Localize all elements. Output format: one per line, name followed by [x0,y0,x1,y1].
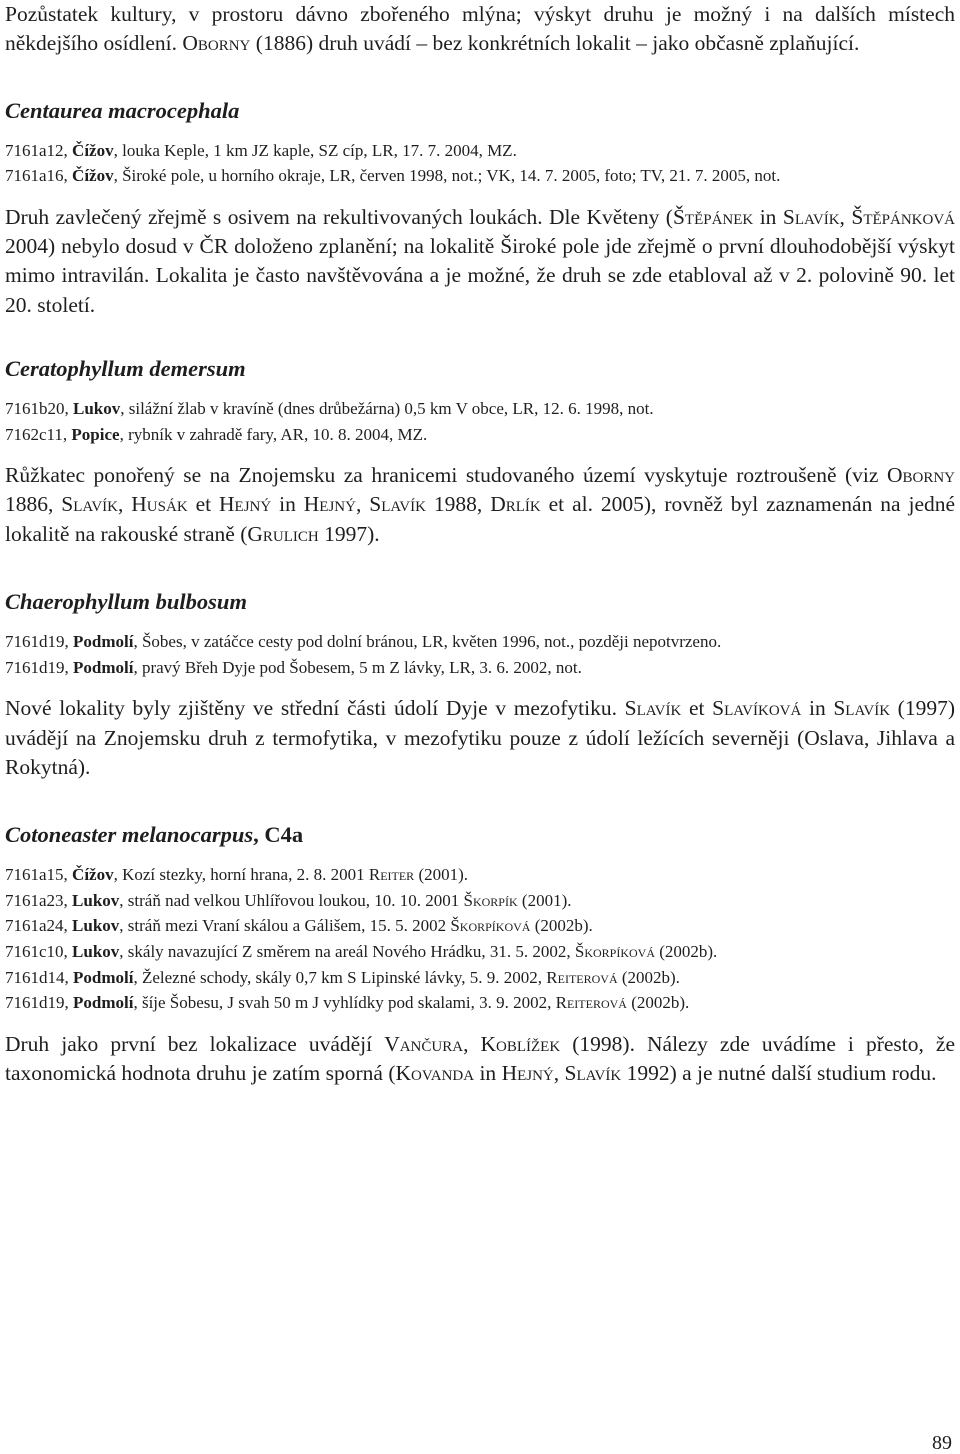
record-list-centaurea [5,138,955,189]
record-item: 7161d19, Podmolí, Šobes, v zatáčce cesty pod dolní bránou, LR, květen 1996, not., později nepotvrzeno. [5,632,722,652]
discussion-paragraph-chaerophyllum: Nové lokality byly zjištěny ve střední části údolí Dyje v mezofytiku. Slavík et Slavíková in Slavík (1997) uvádějí na Znojemsku druh z termofytika, v mezofytiku pouze z údolí ležících severněji (Oslava, Jihlava a Rokytná). [5,696,955,779]
species-heading-centaurea: Centaurea macrocephala [5,97,240,123]
species-heading-cotoneaster: Cotoneaster melanocarpus, C4a [5,822,304,848]
record-item: 7161c10, Lukov, skály navazující Z směrem na areál Nového Hrádku, 31. 5. 2002, Škorpíková (2002b). [5,941,718,961]
record-item: 7161d19, Podmolí, pravý Břeh Dyje pod Šobesem, 5 m Z lávky, LR, 3. 6. 2002, not. [5,657,582,677]
record-item: 7161b20, Lukov, silážní žlab v kravíně (dnes drůbežárna) 0,5 km V obce, LR, 12. 6. 1998, not. [5,398,654,418]
page-number: 89 [932,1432,952,1454]
document-page [5,0,955,1088]
red-list-category: , C4a [253,822,304,848]
discussion-paragraph-centaurea: Druh zavlečený zřejmě s osivem na rekultivovaných loukách. Dle Květeny (Štěpánek in Slavík, Štěpánková 2004) nebylo dosud v ČR doloženo zplanění; na lokalitě Široké pole jde zřejmě o první dlouhodobější výskyt mimo intravilán. Lokalita je často navštěvována a je možné, že druh se zde etabloval až v 2. polovině 90. let 20. století. [5,204,955,317]
record-item: 7162c11, Popice, rybník v zahradě fary, AR, 10. 8. 2004, MZ. [5,424,428,444]
discussion-paragraph-cotoneaster: Druh jako první bez lokalizace uvádějí Vančura, Koblížek (1998). Nálezy zde uvádíme i přesto, že taxonomická hodnota druhu je zatím sporná (Kovanda in Hejný, Slavík 1992) a je nutné další studium rodu. [5,1031,956,1085]
record-item: 7161d14, Podmolí, Železné schody, skály 0,7 km S Lipinské lávky, 5. 9. 2002, Reiterová (2002b). [5,967,680,987]
record-item: 7161a15, Čížov, Kozí stezky, horní hrana, 2. 8. 2001 Reiter (2001). [5,865,469,885]
species-heading-ceratophyllum: Ceratophyllum demersum [5,355,246,381]
record-item: 7161a16, Čížov, Široké pole, u horního okraje, LR, červen 1998, not.; VK, 14. 7. 2005, foto; TV, 21. 7. 2005, not. [5,166,781,186]
intro-paragraph: Pozůstatek kultury, v prostoru dávno zbořeného mlýna; výskyt druhu je možný i na dalších místech někdejšího osídlení. Oborny (1886) druh uvádí – bez konkrétních lokalit – jako občasně zplaňující. [5,2,955,56]
species-heading-chaerophyllum: Chaerophyllum bulbosum [5,589,247,615]
record-item: 7161d19, Podmolí, šíje Šobesu, J svah 50 m J vyhlídky pod skalami, 3. 9. 2002, Reiterová (2002b). [5,993,690,1013]
discussion-paragraph-ceratophyllum: Růžkatec ponořený se na Znojemsku za hranicemi studovaného území vyskytuje roztroušeně (viz Oborny 1886, Slavík, Husák et Hejný in Hejný, Slavík 1988, Drlík et al. 2005), rovněž byl zaznamenán na jedné lokalitě na rakouské straně (Grulich 1997). [5,463,956,546]
record-item: 7161a24, Lukov, stráň mezi Vraní skálou a Gálišem, 15. 5. 2002 Škorpíková (2002b). [5,916,593,936]
record-item: 7161a12, Čížov, louka Keple, 1 km JZ kaple, SZ cíp, LR, 17. 7. 2004, MZ. [5,140,517,160]
record-list-ceratophyllum [5,396,955,447]
record-list-chaerophyllum [5,629,955,680]
record-item: 7161a23, Lukov, stráň nad velkou Uhlířovou loukou, 10. 10. 2001 Škorpík (2001). [5,890,572,910]
author-ref: Oborny [182,31,251,56]
record-list-cotoneaster [5,862,955,1016]
